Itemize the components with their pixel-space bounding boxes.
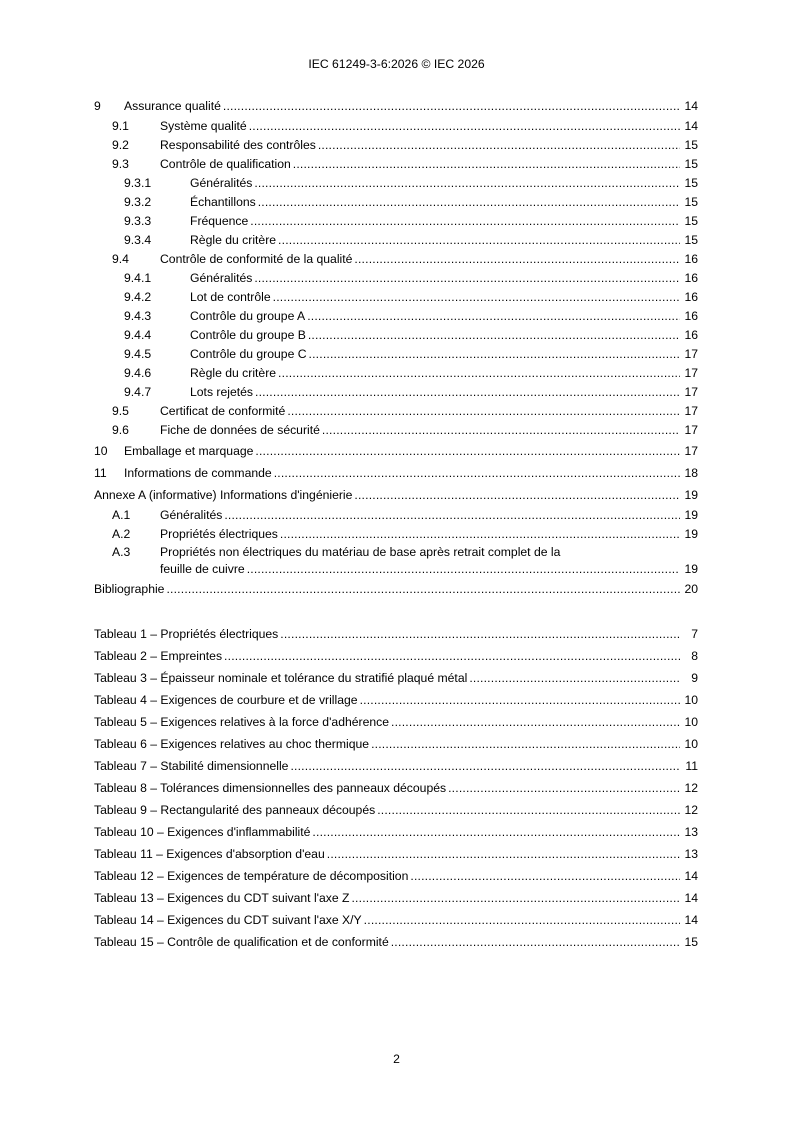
table-list-page: 11 xyxy=(685,759,698,773)
toc-entry-page: 17 xyxy=(684,366,698,380)
toc-entry-title: Responsabilité des contrôles xyxy=(160,138,316,152)
toc-entry-title: Assurance qualité xyxy=(124,99,221,113)
toc-entry-line xyxy=(112,544,698,561)
toc-entry-page: 16 xyxy=(684,309,698,323)
toc-entry-number: 9.3.2 xyxy=(124,195,152,209)
leader-dots xyxy=(327,843,680,865)
toc-entry-page: 19 xyxy=(684,562,698,576)
toc-entry-page: 17 xyxy=(684,444,698,458)
toc-entry-number: 10 xyxy=(94,444,108,458)
toc-entry-page: 19 xyxy=(684,488,698,502)
toc-entry xyxy=(94,269,698,288)
toc-entry-number: 9.4 xyxy=(112,252,129,266)
toc-entry xyxy=(94,525,698,544)
table-list-entry xyxy=(94,667,698,689)
leader-dots xyxy=(293,155,680,174)
table-list-title: Tableau 1 – Propriétés électriques xyxy=(94,627,279,641)
table-list-entry xyxy=(94,623,698,645)
toc-entry-page: 17 xyxy=(684,347,698,361)
leader-dots xyxy=(360,689,680,711)
toc-entry-line xyxy=(112,561,698,578)
toc-entry-number: A.3 xyxy=(112,545,131,559)
toc-entry-title: Généralités xyxy=(190,176,253,190)
toc-entry-number: A.1 xyxy=(112,508,131,522)
leader-dots xyxy=(469,667,680,689)
toc-entry-page: 14 xyxy=(684,119,698,133)
toc-entry xyxy=(94,117,698,136)
page-number: 2 xyxy=(393,1052,400,1066)
table-list-entry xyxy=(94,931,698,953)
toc-entry-page: 15 xyxy=(684,176,698,190)
toc-entry-number: 9.4.2 xyxy=(124,290,152,304)
leader-dots xyxy=(254,174,680,193)
toc-entry-number: 9.3.4 xyxy=(124,233,152,247)
leader-dots xyxy=(351,887,680,909)
leader-dots xyxy=(391,711,680,733)
toc-entry xyxy=(94,307,698,326)
leader-dots xyxy=(371,733,680,755)
table-list-entry xyxy=(94,843,698,865)
toc-entry xyxy=(94,95,698,117)
leader-dots xyxy=(247,561,680,578)
toc-entry-number: 11 xyxy=(94,466,107,480)
toc-entry-page: 19 xyxy=(684,527,698,541)
table-list-page: 12 xyxy=(684,781,698,795)
leader-dots xyxy=(254,269,680,288)
toc-entry-title: Emballage et marquage xyxy=(124,444,254,458)
table-list-title: Tableau 4 – Exigences de courbure et de vrillage xyxy=(94,693,358,707)
toc-entry-number: 9.3.3 xyxy=(124,214,152,228)
table-list-entry xyxy=(94,821,698,843)
page-header: IEC 61249-3-6:2026 © IEC 2026 xyxy=(308,57,485,71)
toc-entry-page: 19 xyxy=(684,508,698,522)
toc-entry-number: 9.4.1 xyxy=(124,271,152,285)
leader-dots xyxy=(318,136,680,155)
toc-entry-number: 9.4.4 xyxy=(124,328,152,342)
toc-entry xyxy=(94,440,698,462)
toc-entry-number: 9.4.3 xyxy=(124,309,152,323)
leader-dots xyxy=(448,777,680,799)
toc-entry-number: 9.3 xyxy=(112,157,129,171)
toc-entry xyxy=(94,174,698,193)
toc-entry xyxy=(94,193,698,212)
table-list-entry xyxy=(94,711,698,733)
toc-entry xyxy=(94,288,698,307)
leader-dots xyxy=(278,231,680,250)
toc-entry xyxy=(94,578,698,600)
toc-entry xyxy=(94,506,698,525)
toc-entry-title: Généralités xyxy=(160,508,223,522)
table-list-page: 9 xyxy=(691,671,698,685)
table-list-page: 15 xyxy=(684,935,698,949)
leader-dots xyxy=(354,250,680,269)
toc-entry-title-continued: feuille de cuivre xyxy=(160,562,245,576)
toc-entry-title: Fréquence xyxy=(190,214,249,228)
toc-entry-number: 9.6 xyxy=(112,423,129,437)
toc-entry-title: Annexe A (informative) Informations d'ingénierie xyxy=(94,488,353,502)
toc-entry-title: Règle du critère xyxy=(190,233,277,247)
leader-dots xyxy=(250,212,680,231)
table-list-title: Tableau 2 – Empreintes xyxy=(94,649,223,663)
leader-dots xyxy=(391,931,680,953)
toc-entry xyxy=(94,345,698,364)
toc-entry xyxy=(94,402,698,421)
table-list-title: Tableau 6 – Exigences relatives au choc thermique xyxy=(94,737,370,751)
toc-entry-title: Certificat de conformité xyxy=(160,404,286,418)
leader-dots xyxy=(290,755,680,777)
table-of-contents xyxy=(94,95,698,953)
toc-entry-title: Contrôle du groupe B xyxy=(190,328,306,342)
table-list-entry xyxy=(94,689,698,711)
toc-entry xyxy=(94,364,698,383)
table-list-page: 10 xyxy=(684,737,698,751)
table-list-page: 13 xyxy=(684,825,698,839)
leader-dots xyxy=(307,307,680,326)
toc-entry-page: 16 xyxy=(684,290,698,304)
toc-entry xyxy=(94,421,698,440)
leader-dots xyxy=(312,821,680,843)
table-list-title: Tableau 8 – Tolérances dimensionnelles des panneaux découpés xyxy=(94,781,447,795)
table-list-page: 12 xyxy=(684,803,698,817)
table-list-entry xyxy=(94,777,698,799)
leader-dots xyxy=(255,383,680,402)
leader-dots xyxy=(249,117,680,136)
table-list-entry xyxy=(94,733,698,755)
leader-dots xyxy=(377,799,680,821)
table-list-title: Tableau 13 – Exigences du CDT suivant l'axe Z xyxy=(94,891,350,905)
toc-entry-page: 15 xyxy=(684,233,698,247)
toc-entry xyxy=(94,155,698,174)
toc-entry-title: Généralités xyxy=(190,271,253,285)
toc-entry-page: 17 xyxy=(684,404,698,418)
toc-entry-title: Règle du critère xyxy=(190,366,277,380)
toc-entry-title: Contrôle de conformité de la qualité xyxy=(160,252,353,266)
toc-entry-number: 9 xyxy=(94,99,101,113)
toc-entry-title: Contrôle de qualification xyxy=(160,157,291,171)
table-list-page: 14 xyxy=(684,891,698,905)
table-list-entry xyxy=(94,645,698,667)
toc-entries xyxy=(94,95,698,600)
toc-entry-title: Lot de contrôle xyxy=(190,290,271,304)
table-list-title: Tableau 11 – Exigences d'absorption d'eau xyxy=(94,847,325,861)
leader-dots xyxy=(258,193,680,212)
table-list-page: 8 xyxy=(691,649,698,663)
toc-entry-title: Propriétés électriques xyxy=(160,527,278,541)
toc-entry-title: Lots rejetés xyxy=(190,385,254,399)
toc-entry xyxy=(94,544,698,578)
toc-entry xyxy=(94,383,698,402)
toc-entry-number: 9.4.6 xyxy=(124,366,152,380)
toc-entry-title: Propriétés non électriques du matériau de base après retrait complet de la xyxy=(160,545,561,559)
toc-entry-page: 15 xyxy=(684,157,698,171)
table-list-page: 13 xyxy=(684,847,698,861)
table-list-title: Tableau 5 – Exigences relatives à la force d'adhérence xyxy=(94,715,390,729)
table-list-title: Tableau 3 – Épaisseur nominale et tolérance du stratifié plaqué métal xyxy=(94,671,468,685)
toc-entry-page: 16 xyxy=(684,252,698,266)
toc-entry-number: 9.1 xyxy=(112,119,129,133)
toc-entry xyxy=(94,462,698,484)
table-list-title: Tableau 14 – Exigences du CDT suivant l'axe X/Y xyxy=(94,913,362,927)
toc-entry-page: 18 xyxy=(684,466,698,480)
toc-entry-page: 15 xyxy=(684,214,698,228)
toc-entry-page: 20 xyxy=(684,582,698,596)
leader-dots xyxy=(274,462,680,484)
toc-entry-number: 9.4.5 xyxy=(124,347,152,361)
table-list-page: 14 xyxy=(684,913,698,927)
table-list-page: 10 xyxy=(684,693,698,707)
table-list-page: 14 xyxy=(684,869,698,883)
leader-dots xyxy=(224,645,680,667)
table-list-entry xyxy=(94,909,698,931)
leader-dots xyxy=(278,364,680,383)
toc-entry-number: A.2 xyxy=(112,527,131,541)
leader-dots xyxy=(280,623,680,645)
toc-entry xyxy=(94,231,698,250)
toc-entry-number: 9.2 xyxy=(112,138,129,152)
leader-dots xyxy=(287,402,680,421)
leader-dots xyxy=(410,865,680,887)
table-list-title: Tableau 7 – Stabilité dimensionnelle xyxy=(94,759,289,773)
toc-entry xyxy=(94,484,698,506)
table-list-entry xyxy=(94,799,698,821)
toc-entry-title: Contrôle du groupe C xyxy=(190,347,307,361)
leader-dots xyxy=(280,525,680,544)
leader-dots xyxy=(322,421,680,440)
table-list-title: Tableau 9 – Rectangularité des panneaux découpés xyxy=(94,803,376,817)
table-list-title: Tableau 12 – Exigences de température de décomposition xyxy=(94,869,409,883)
leader-dots xyxy=(354,484,680,506)
toc-entry xyxy=(94,326,698,345)
toc-entry-number: 9.3.1 xyxy=(124,176,152,190)
leader-dots xyxy=(273,288,680,307)
table-list-entry xyxy=(94,887,698,909)
toc-entry-page: 16 xyxy=(684,271,698,285)
toc-entry-title: Échantillons xyxy=(190,195,256,209)
toc-entry-number: 9.4.7 xyxy=(124,385,152,399)
toc-entry-number: 9.5 xyxy=(112,404,129,418)
toc-entry xyxy=(94,136,698,155)
toc-entry-page: 15 xyxy=(684,195,698,209)
list-of-tables xyxy=(94,623,698,953)
leader-dots xyxy=(224,506,680,525)
table-list-title: Tableau 15 – Contrôle de qualification et de conformité xyxy=(94,935,389,949)
leader-dots xyxy=(166,578,680,600)
leader-dots xyxy=(309,345,680,364)
toc-entry-title: Bibliographie xyxy=(94,582,165,596)
toc-entry-page: 16 xyxy=(684,328,698,342)
leader-dots xyxy=(255,440,680,462)
leader-dots xyxy=(308,326,680,345)
toc-entry xyxy=(94,212,698,231)
toc-spacer xyxy=(94,600,698,623)
leader-dots xyxy=(364,909,680,931)
table-list-entry xyxy=(94,865,698,887)
toc-entry-title: Informations de commande xyxy=(124,466,272,480)
toc-entry-page: 17 xyxy=(684,423,698,437)
table-list-title: Tableau 10 – Exigences d'inflammabilité xyxy=(94,825,311,839)
toc-entry-title: Contrôle du groupe A xyxy=(190,309,306,323)
toc-entry-title: Système qualité xyxy=(160,119,247,133)
toc-entry-title: Fiche de données de sécurité xyxy=(160,423,320,437)
leader-dots xyxy=(223,95,680,117)
table-list-entry xyxy=(94,755,698,777)
table-list-page: 10 xyxy=(684,715,698,729)
toc-entry-page: 14 xyxy=(684,99,698,113)
toc-entry xyxy=(94,250,698,269)
table-list-page: 7 xyxy=(691,627,698,641)
toc-entry-page: 15 xyxy=(684,138,698,152)
toc-entry-page: 17 xyxy=(684,385,698,399)
